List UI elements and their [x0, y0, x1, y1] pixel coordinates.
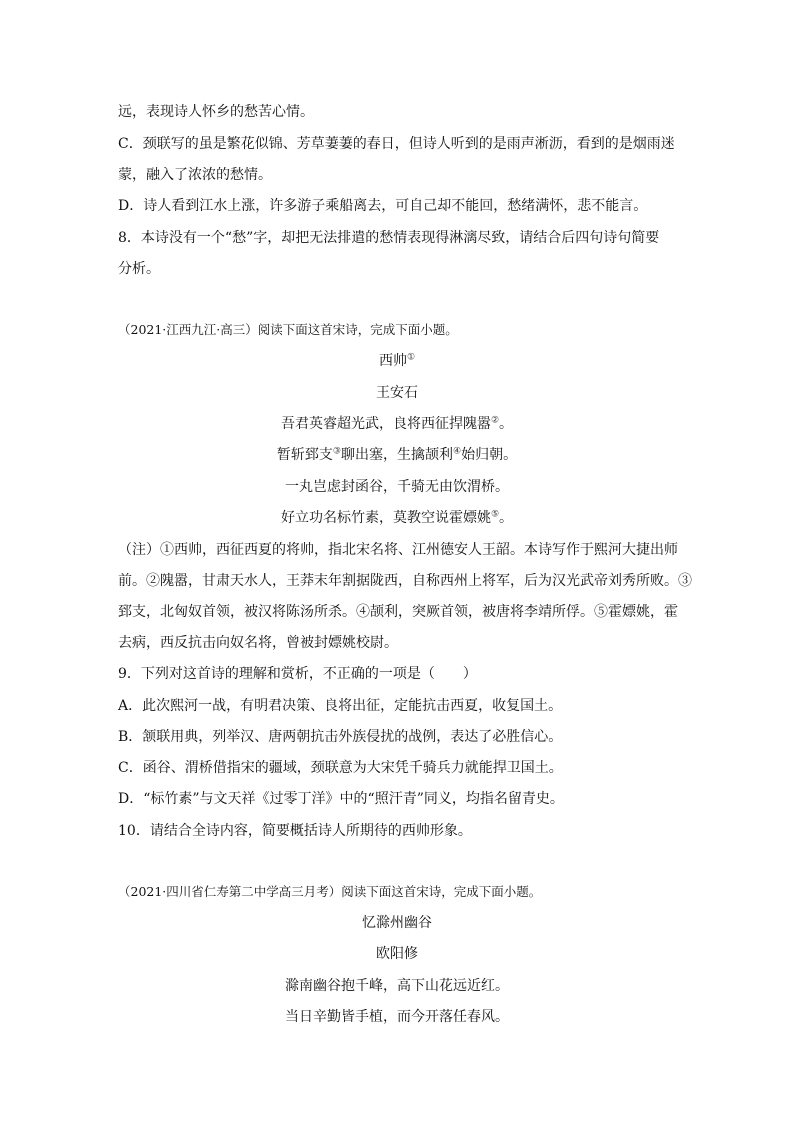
question-9: 9．下列对这首诗的理解和赏析，不正确的一项是（ ）	[118, 666, 477, 682]
poem-line	[0, 477, 794, 497]
question-9-option-d: D．“标竹素”与文天祥《过零丁洋》中的“照汗青”同义，均指名留青史。	[118, 791, 564, 807]
question-10: 10．请结合全诗内容，简要概括诗人所期待的西帅形象。	[118, 823, 472, 839]
poem-line	[0, 445, 794, 465]
footnote-marker: ②	[490, 415, 500, 426]
poem-text: 一丸岂虑封函谷，千骑无由饮渭桥。	[285, 479, 509, 495]
poem-text: 好立功名标竹素，莫教空说霍嫖姚	[280, 510, 491, 526]
option-c-line-1: C．颈联写的虽是繁花似锦、芳草萋萋的春日，但诗人听到的是雨声淅沥，看到的是烟雨迷	[118, 136, 675, 152]
note-line: 前。②隗嚣，甘肃天水人，王莽末年割据陇西，自称西州上将军，后为汉光武帝刘秀所败。③	[118, 573, 692, 589]
question-9-option-b: B．颔联用典，列举汉、唐两朝抗击外族侵扰的战例，表达了必胜信心。	[118, 729, 563, 745]
option-d: D．诗人看到江水上涨，许多游子乘船离去，可自己却不能回，愁绪满怀，悲不能言。	[118, 198, 648, 214]
poem-title: 忆滁州幽谷	[362, 915, 432, 931]
poem-title	[0, 351, 794, 371]
footnote-marker: ③	[332, 446, 341, 457]
poem-text: 。	[499, 416, 514, 432]
option-c-line-2: 蒙，融入了浓浓的愁情。	[118, 167, 272, 183]
footnote-marker: ④	[453, 446, 462, 457]
poem-text: 。	[499, 510, 514, 526]
poem-title-text: 西帅	[378, 353, 407, 369]
poem-text: 吾君英睿超光武，良将西征捍隗嚣	[280, 416, 491, 432]
footnote-marker: ①	[406, 352, 416, 363]
note-line: 去病，西反抗击向奴名将，曾被封嫖姚校尉。	[118, 635, 398, 651]
note-line: （注）①西帅，西征西夏的将帅，指北宋名将、江州德安人王韶。本诗写作于熙河大捷出师	[118, 542, 678, 558]
section-source: （2021·江西九江·高三）阅读下面这首宋诗，完成下面小题。	[118, 322, 458, 337]
poem-text: 始归朝。	[461, 447, 518, 463]
poem-author: 欧阳修	[376, 946, 418, 962]
footnote-marker: ⑤	[490, 509, 500, 520]
question-8-line-1: 8．本诗没有一个“愁”字，却把无法排遣的愁情表现得淋漓尽致，请结合后四句诗句简要	[118, 230, 660, 246]
poem-text: 聊出塞，生擒颉利	[341, 447, 453, 463]
poem-author: 王安石	[376, 385, 418, 401]
poem-line: 当日辛勤皆手植，而今开落任春风。	[285, 1009, 509, 1025]
poem-line	[0, 508, 794, 528]
poem-line	[0, 414, 794, 434]
poem-text: 暂斩郅支	[276, 447, 333, 463]
question-8-line-2: 分析。	[118, 261, 160, 277]
text-line: 远，表现诗人怀乡的愁苦心情。	[118, 104, 314, 120]
section-source: （2021·四川省仁寿第二中学高三月考）阅读下面这首宋诗，完成下面小题。	[118, 884, 542, 899]
question-9-option-c: C．函谷、渭桥借指宋的疆域，颈联意为大宋凭千骑兵力就能捍卫国土。	[118, 760, 563, 776]
note-line: 郅支，北匈奴首领，被汉将陈汤所杀。④颉利，突厥首领，被唐将李靖所俘。⑤霍嫖姚，霍	[118, 604, 678, 620]
question-9-option-a: A．此次熙河一战，有明君决策、良将出征，定能抗击西夏，收复国土。	[118, 698, 563, 714]
poem-line: 滁南幽谷抱千峰，高下山花远近红。	[285, 978, 509, 994]
